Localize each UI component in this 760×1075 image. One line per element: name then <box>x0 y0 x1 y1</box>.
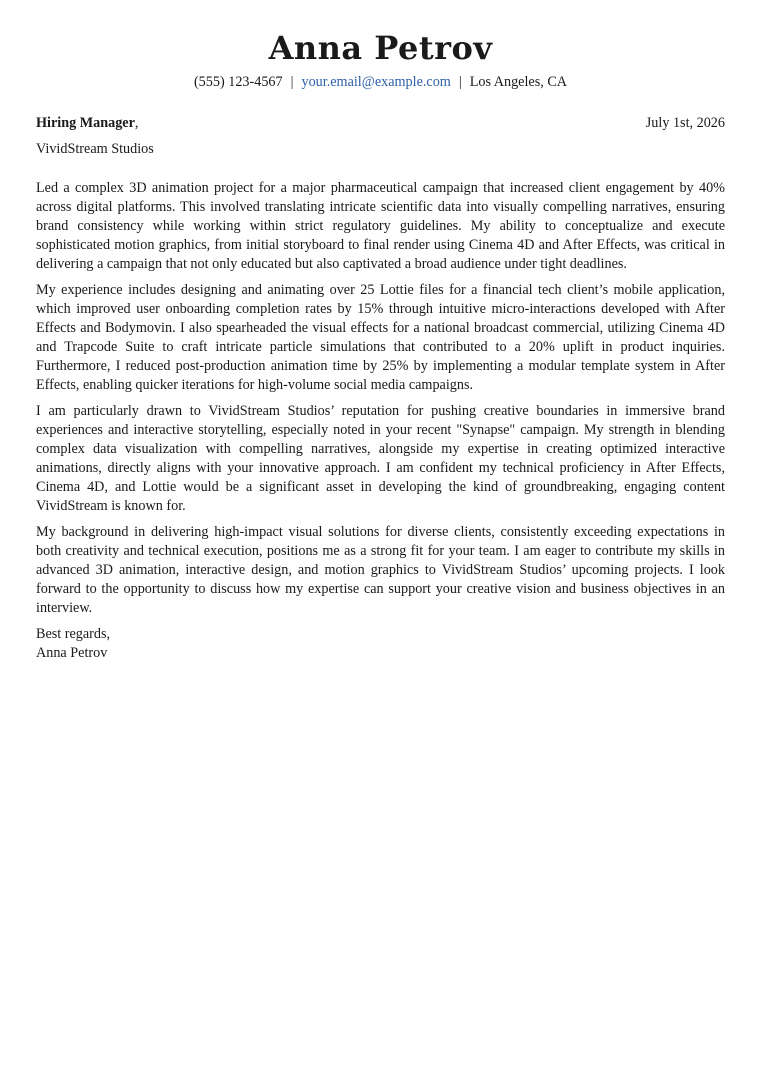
letter-body <box>36 179 725 618</box>
contact-separator: | <box>290 74 294 90</box>
body-paragraph: My background in delivering high-impact visual solutions for diverse clients, consistently exceeding expectations in both creativity and technical execution, positions me as a strong fit for your team. I am eager to contribute my skills in advanced 3D animation, interactive design, and motion graphics to VividStream Studios’ upcoming projects. I look forward to the opportunity to discuss how my expertise can support your creative vision and business objectives in an interview. <box>36 524 725 616</box>
recipient-title: Hiring Manager, <box>36 115 139 131</box>
body-paragraph: My experience includes designing and animating over 25 Lottie files for a financial tech client’s mobile application, which improved user onboarding completion rates by 15% through intuitive micro-interactions developed with After Effects and Bodymovin. I also spearheaded the visual effects for a national broadcast commercial, utilizing Cinema 4D and Trapcode Suite to craft intricate particle simulations that contributed to a 20% uplift in product inquiries. Furthermore, I reduced post-production animation time by 25% by implementing a modular template system in After Effects, enabling quicker iterations for high-volume social media campaigns. <box>36 282 725 393</box>
cover-letter <box>36 24 725 663</box>
body-paragraph: Led a complex 3D animation project for a major pharmaceutical campaign that increased client engagement by 40% across digital platforms. This involved translating intricate scientific data into visually compelling narratives, ensuring brand consistency while working within strict regulatory guidelines. My ability to conceptualize and execute sophisticated motion graphics, from initial storyboard to final render using Cinema 4D and After Effects, was critical in delivering a campaign that not only educated but also captivated a broad audience under tight deadlines. <box>36 180 725 272</box>
signature-name: Anna Petrov <box>36 645 108 661</box>
email-link[interactable]: your.email@example.com <box>301 74 451 90</box>
letter-date: July 1st, 2026 <box>645 115 725 131</box>
contact-line <box>36 72 725 92</box>
body-paragraph: I am particularly drawn to VividStream Studios’ reputation for pushing creative boundaries in immersive brand experiences and interactive storytelling, especially noted in your recent "Synapse" campaign. My strength in blending complex data visualization with compelling narratives, alongside my expertise in creating optimized interactive animations, directly aligns with your innovative approach. I am confident my technical proficiency in After Effects, Cinema 4D, and Lottie would be a significant asset in developing the kind of groundbreaking, engaging content VividStream is known for. <box>36 403 725 514</box>
recipient-company: VividStream Studios <box>36 141 154 157</box>
recipient-date-row <box>36 113 725 133</box>
phone-number: (555) 123-4567 <box>193 74 283 90</box>
contact-separator: | <box>458 74 462 90</box>
applicant-name: Anna Petrov <box>268 29 493 67</box>
location: Los Angeles, CA <box>469 74 568 90</box>
letter-closing <box>36 625 725 663</box>
closing-salutation: Best regards, <box>36 626 111 642</box>
